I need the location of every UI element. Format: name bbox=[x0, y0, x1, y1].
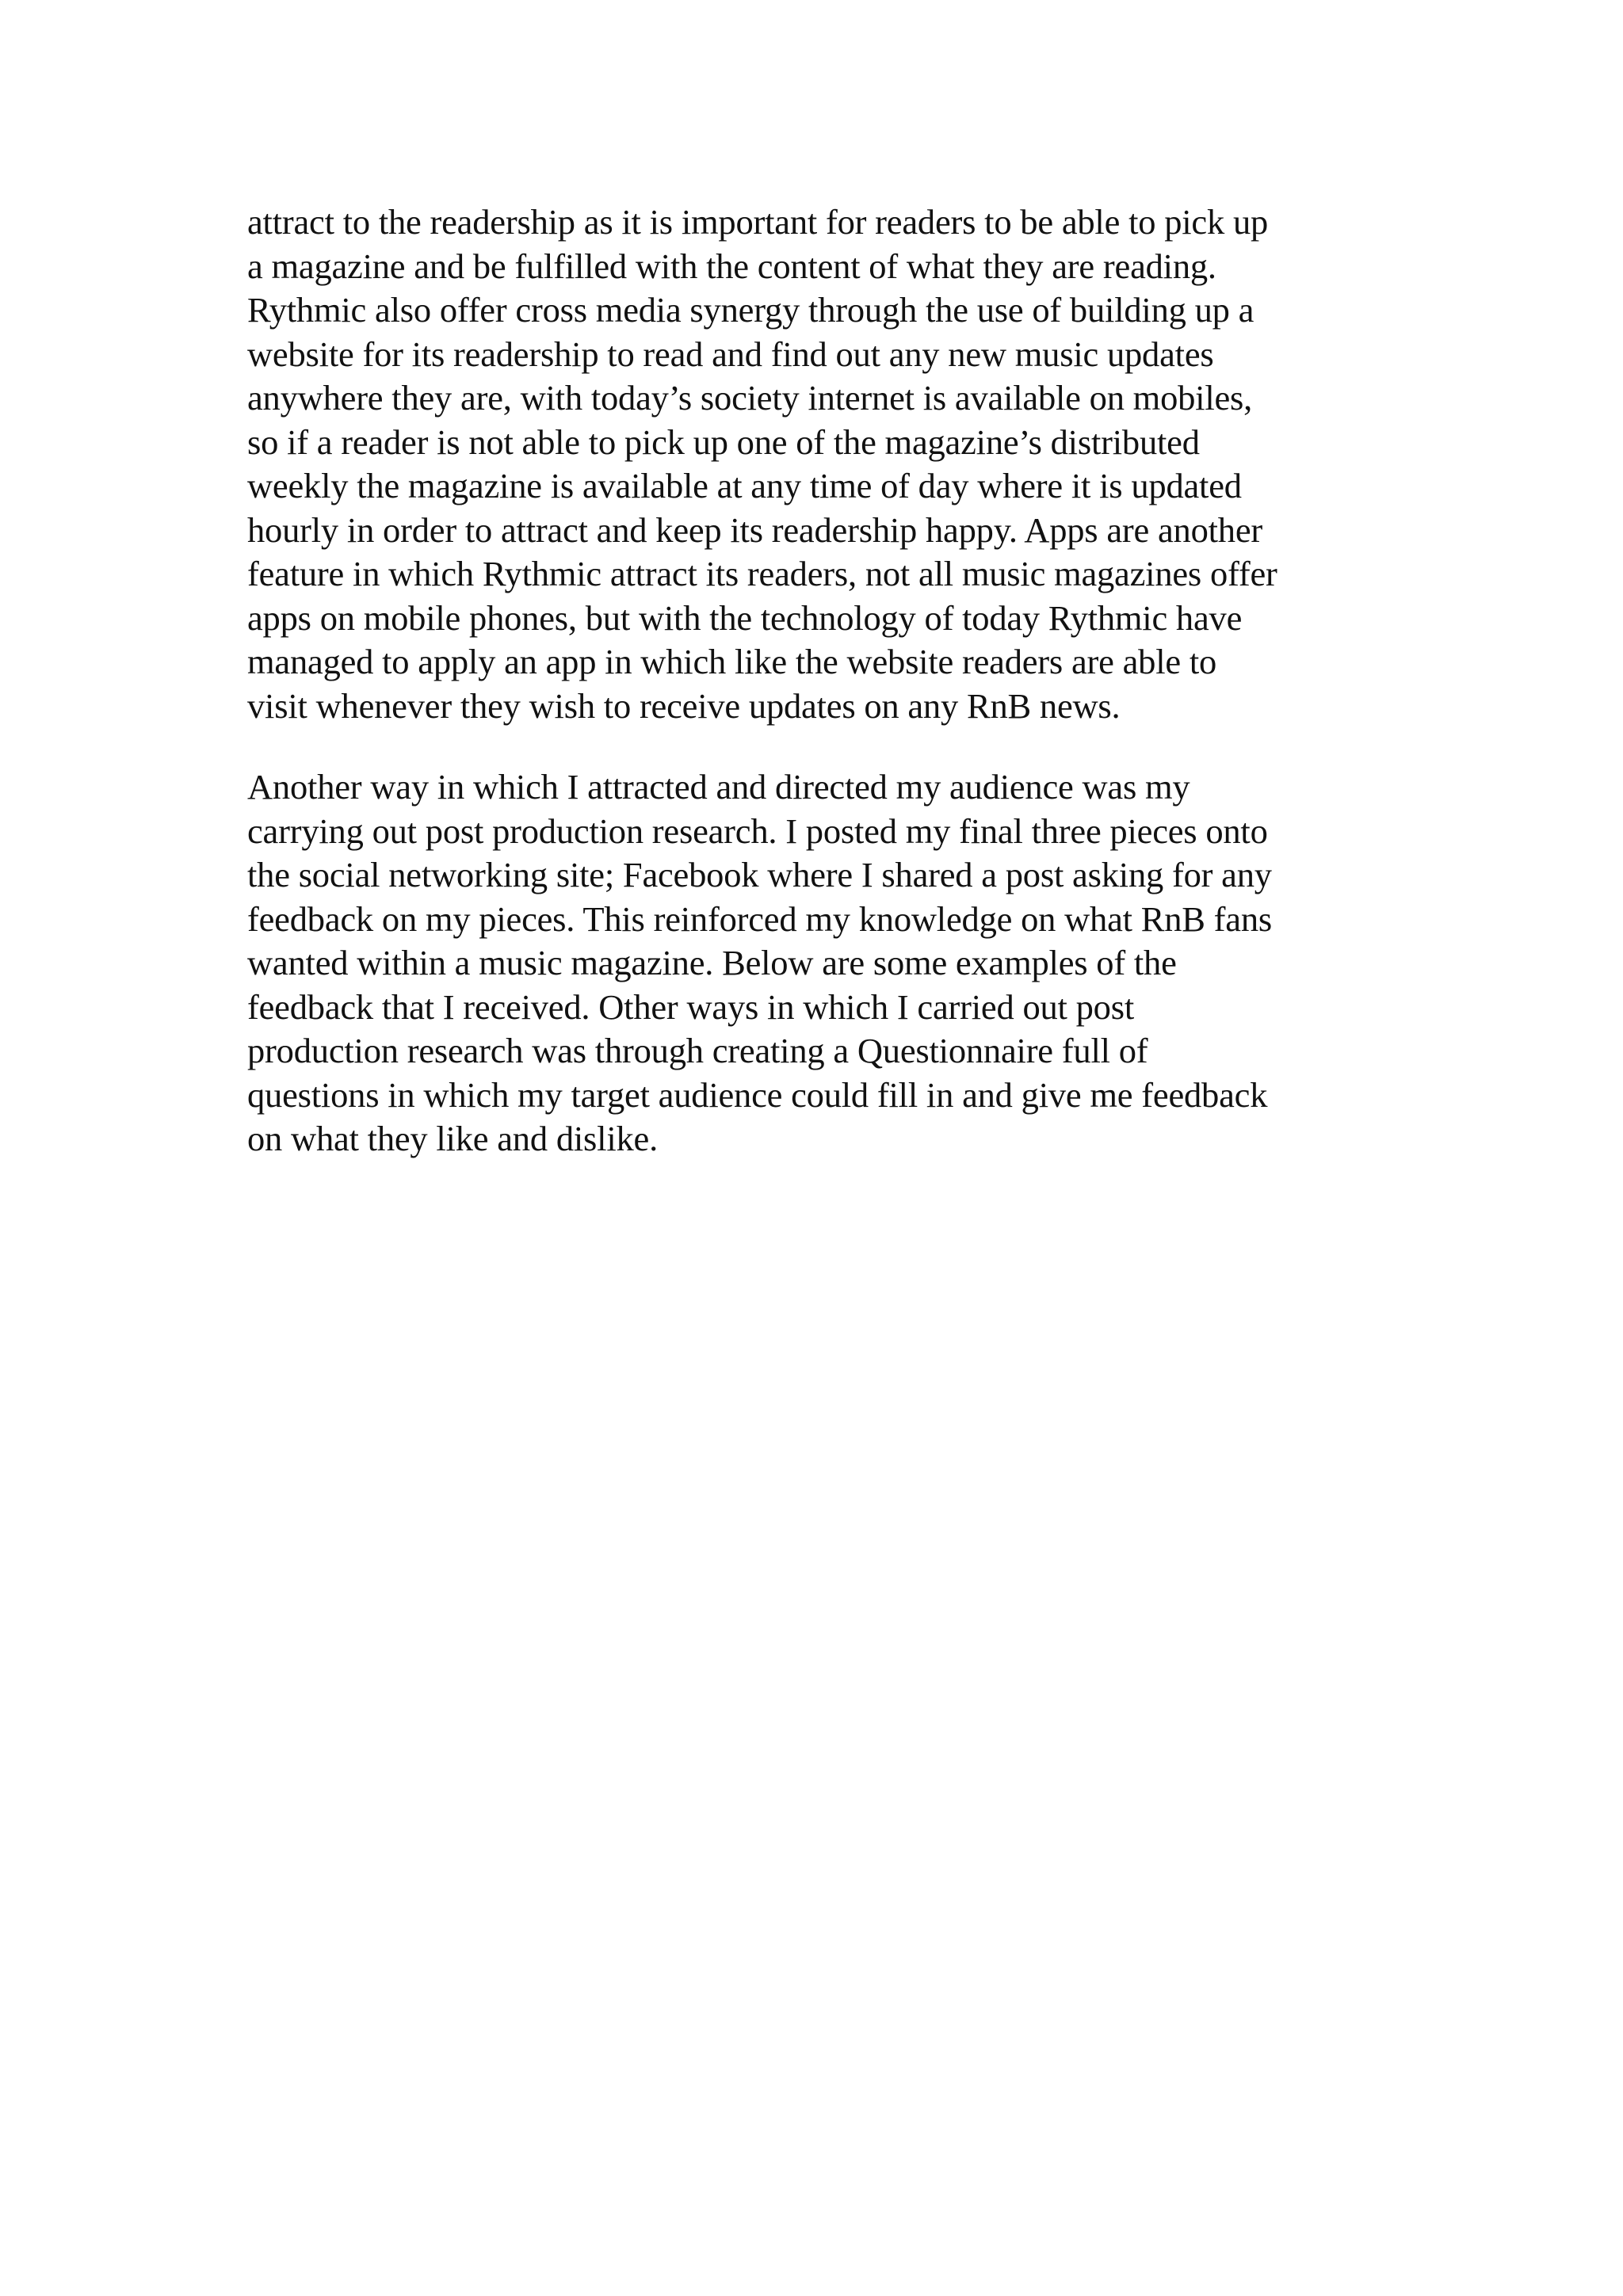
text-line: production research was through creating a Questionnaire full of bbox=[247, 1031, 1148, 1070]
text-line: hourly in order to attract and keep its readership happy. Apps are another bbox=[247, 509, 1263, 550]
paragraph-1 bbox=[247, 200, 1388, 728]
text-line: anywhere they are, with today’s society internet is available on mobiles, bbox=[247, 378, 1253, 418]
text-line: Another way in which I attracted and directed my audience was my bbox=[247, 767, 1190, 807]
text-line: website for its readership to read and find out any new music updates bbox=[247, 334, 1214, 374]
paragraph-2 bbox=[247, 765, 1388, 1161]
text-line: a magazine and be fulfilled with the content of what they are reading. bbox=[247, 246, 1216, 286]
text-line: carrying out post production research. I posted my final three pieces onto bbox=[247, 810, 1268, 851]
text-line: questions in which my target audience could fill in and give me feedback bbox=[247, 1074, 1268, 1115]
text-line: feature in which Rythmic attract its readers, not all music magazines offer bbox=[247, 554, 1277, 593]
text-line: Rythmic also offer cross media synergy through the use of building up a bbox=[247, 290, 1254, 330]
text-line: apps on mobile phones, but with the technology of today Rythmic have bbox=[247, 597, 1243, 638]
text-line: feedback that I received. Other ways in which I carried out post bbox=[247, 986, 1135, 1027]
text-line: so if a reader is not able to pick up one of the magazine’s distributed bbox=[247, 421, 1200, 462]
text-line: wanted within a music magazine. Below are some examples of the bbox=[247, 943, 1177, 982]
text-line: the social networking site; Facebook where I shared a post asking for any bbox=[247, 855, 1272, 894]
text-line: weekly the magazine is available at any time of day where it is updated bbox=[247, 466, 1242, 505]
text-line: attract to the readership as it is important for readers to be able to pick up bbox=[247, 202, 1269, 242]
text-line: visit whenever they wish to receive updates on any RnB news. bbox=[247, 685, 1121, 726]
text-line: on what they like and dislike. bbox=[247, 1119, 659, 1158]
text-line: feedback on my pieces. This reinforced my knowledge on what RnB fans bbox=[247, 898, 1273, 939]
text-line: managed to apply an app in which like the website readers are able to bbox=[247, 642, 1217, 681]
